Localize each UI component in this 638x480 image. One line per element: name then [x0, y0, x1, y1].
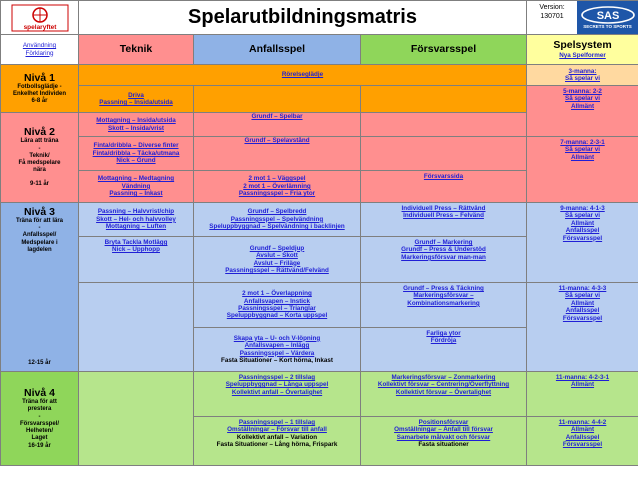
- level-4-line: -: [38, 413, 41, 420]
- version-logo-cell: [527, 1, 638, 35]
- teknik-link[interactable]: Driva: [128, 91, 144, 99]
- anfall-cell: [194, 417, 361, 466]
- teknik-cell: [79, 171, 194, 203]
- level-4: [1, 372, 79, 466]
- forsvar-link[interactable]: Fördröja: [430, 337, 457, 345]
- anfall-cell: [194, 203, 361, 237]
- anfall-cell: [194, 113, 361, 137]
- row-2-tillslag: [1, 372, 638, 417]
- anfall-link[interactable]: Avslut – Friläge: [253, 259, 301, 267]
- level-2: [1, 113, 79, 203]
- sys-link[interactable]: Försvarsspel: [562, 314, 603, 322]
- level-1-line: 6-8 år: [31, 98, 48, 105]
- anfall-link[interactable]: 2 mot 1 – Överlappning: [242, 290, 312, 298]
- forsvar-link[interactable]: Markeringsförsvar – Zonmarkering: [391, 374, 496, 381]
- level-2-line: 9-11 år: [29, 181, 50, 188]
- level-1-line: Fotbollsglädje -: [17, 83, 62, 90]
- anfall-cell: [194, 372, 361, 417]
- anfall-link[interactable]: Grundf – Speldjup: [249, 244, 305, 252]
- level-3-line: Anfallsspel/: [22, 232, 57, 239]
- anfall-link[interactable]: Passningsspel – 1 tillslag: [238, 419, 316, 426]
- col-forsvarsspel: Försvarsspel: [361, 35, 527, 65]
- sas-logo-icon: [580, 6, 636, 24]
- forsvar-link[interactable]: Grundf – Press & Täckning: [403, 285, 484, 292]
- anfall-cell: [194, 137, 361, 171]
- level-2-line: nära: [33, 167, 46, 174]
- anfall-cell: [194, 328, 361, 372]
- anfall-link[interactable]: 2 mot 1 – Överlämning: [243, 182, 311, 190]
- level-3-line: lagdelen: [27, 246, 52, 253]
- sys-link[interactable]: Så spelar vi: [565, 75, 601, 82]
- sys-3-manna: [527, 65, 638, 86]
- teknik-link[interactable]: Nick – Grund: [116, 157, 156, 165]
- forsvar-cell: [361, 417, 527, 466]
- forsvar-cell: [361, 203, 527, 237]
- teknik-link[interactable]: Mottagning – Medtagning: [97, 175, 175, 183]
- teknik-link[interactable]: Bryta Tackla Motlägg: [104, 239, 168, 246]
- sys-link[interactable]: Så spelar vi: [565, 212, 601, 220]
- sys-link[interactable]: 11-manna: 4-4-2: [558, 419, 607, 426]
- forsvar-cell-empty: [361, 113, 527, 137]
- sys-link[interactable]: Allmänt: [570, 426, 595, 434]
- sys-11-manna-442: [527, 417, 638, 466]
- forsvar-cell-empty: [361, 86, 527, 113]
- forsvar-link[interactable]: Försvarssida: [423, 173, 464, 180]
- spelsystem-title: Spelsystem: [553, 39, 612, 52]
- sys-11-manna-4231: [527, 372, 638, 417]
- anfall-cell: [194, 237, 361, 283]
- row-rorelse: [1, 65, 638, 86]
- forsvar-cell: [361, 171, 527, 203]
- teknik-link[interactable]: Passning – Inkast: [109, 190, 163, 198]
- level-4-line: 16-19 år: [28, 442, 51, 449]
- sys-link[interactable]: Försvarsspel: [562, 234, 603, 242]
- level-2-line: Få medspelare: [18, 160, 61, 166]
- sys-link[interactable]: Så spelar vi: [565, 95, 601, 103]
- level-3-line: -: [38, 225, 41, 232]
- column-header-row: [1, 35, 638, 65]
- anfall-link[interactable]: Anfallsvapen – Instick: [243, 297, 311, 305]
- sys-link[interactable]: 5-manna: 2-2: [563, 88, 602, 95]
- sys-link[interactable]: Allmänt: [570, 102, 595, 110]
- spelaryftet-logo-icon: [11, 4, 69, 32]
- anfall-link[interactable]: Passningsspel – Värdera: [239, 349, 315, 357]
- anfall-link[interactable]: Speluppbyggnad – Spelvändning i backlinjen: [209, 223, 345, 231]
- level-4-line: Försvarsspel/: [19, 420, 60, 427]
- level-1-title: Nivå 1: [24, 71, 55, 84]
- level-4-title: Nivå 4: [24, 387, 55, 400]
- level-3: [1, 203, 79, 372]
- rorelse-cell: [79, 65, 527, 86]
- teknik-cell: [79, 237, 194, 283]
- teknik-cell: [79, 137, 194, 171]
- level-4-line: Träna för att: [22, 399, 57, 406]
- teknik-cell-empty: [79, 283, 194, 372]
- col-spelsystem: [527, 35, 638, 65]
- row-overlappning: [1, 283, 638, 328]
- col-teknik: Teknik: [79, 35, 194, 65]
- sys-link[interactable]: Försvarsspel: [562, 441, 603, 449]
- sas-logo: [577, 1, 638, 34]
- level-3-line: Medspelare i: [21, 239, 58, 246]
- anfall-link[interactable]: Speluppbyggnad – Långa uppspel: [225, 381, 329, 389]
- forsvar-link[interactable]: Grundf – Press & Understöd: [401, 246, 486, 254]
- sys-link[interactable]: 11-manna: 4-3-3: [558, 285, 607, 292]
- sys-link[interactable]: Anfallsspel: [565, 307, 600, 315]
- anfall-text: Fasta Situationer – Kort hörna, Inkast: [221, 356, 333, 364]
- anfall-link[interactable]: Skapa yta – U- och V-löpning: [233, 334, 321, 342]
- sys-link[interactable]: Anfallsspel: [565, 227, 600, 235]
- usage-links: [1, 35, 79, 65]
- level-1-line: Enkelhet Individen: [12, 90, 66, 97]
- level-3-line: Träna för att lära: [15, 218, 63, 224]
- anfall-link[interactable]: Omställningar – Försvar till anfall: [227, 426, 327, 434]
- level-2-line: Teknik/: [29, 152, 50, 159]
- sys-link[interactable]: Allmänt: [570, 219, 595, 227]
- anfall-text: Kollektivt anfall – Variation: [236, 433, 318, 441]
- forsvar-link[interactable]: Individuell Press – Felvänd: [403, 212, 484, 220]
- level-4-line: Laget: [31, 435, 48, 442]
- usage-link[interactable]: Användning: [22, 42, 57, 50]
- level-1: [1, 65, 79, 113]
- level-3-title: Nivå 3: [24, 206, 55, 218]
- teknik-link[interactable]: Finta/dribbla – Täcka/utmana: [92, 149, 180, 157]
- teknik-cell: [79, 113, 194, 137]
- teknik-link[interactable]: Mottagning – Insida/utsida: [96, 117, 176, 125]
- row-passning-halvvrist: [1, 203, 638, 237]
- col-anfallsspel: Anfallsspel: [194, 35, 361, 65]
- sys-link[interactable]: Allmänt: [570, 153, 595, 161]
- forsvar-link[interactable]: Kollektivt försvar – Övertalighet: [395, 388, 492, 396]
- anfall-link[interactable]: Avslut – Skott: [256, 252, 298, 260]
- forsvar-text: Fasta situationer: [418, 441, 469, 449]
- forsvar-link[interactable]: Kombinationsmarkering: [407, 299, 480, 307]
- teknik-link[interactable]: Skott – Hel- och halvvolley: [96, 215, 176, 223]
- anfall-link[interactable]: Kollektivt anfall – Övertalighet: [231, 388, 323, 396]
- forsvar-cell-empty: [361, 137, 527, 171]
- version-box: [527, 1, 577, 34]
- explain-link[interactable]: Förklaring: [25, 49, 54, 57]
- level-4-line: prestera: [27, 406, 52, 413]
- sys-9-manna: [527, 203, 638, 283]
- rorelseglädje-link[interactable]: Rörelseglädje: [281, 71, 324, 79]
- teknik-link[interactable]: Skott – Insida/vrist: [108, 124, 164, 132]
- nya-spelformer-link[interactable]: Nya Spelformer: [559, 52, 606, 60]
- forsvar-cell: [361, 237, 527, 283]
- level-4-line: Helheten/: [25, 428, 53, 435]
- sys-link[interactable]: Anfallsspel: [565, 433, 600, 441]
- teknik-link[interactable]: Vändning: [121, 182, 151, 190]
- teknik-cell: [79, 203, 194, 237]
- anfall-cell: [194, 171, 361, 203]
- forsvar-cell: [361, 372, 527, 417]
- sys-link[interactable]: Så spelar vi: [565, 146, 601, 154]
- teknik-link[interactable]: Mottagning – Luften: [105, 223, 167, 231]
- forsvar-link[interactable]: Positionsförsvar: [418, 419, 469, 426]
- version-value: 130701: [540, 13, 564, 20]
- level-2-line: Lära att träna: [20, 138, 59, 145]
- forsvar-cell: [361, 328, 527, 372]
- level-3-age: 12-15 år: [28, 359, 51, 366]
- anfall-cell: [194, 283, 361, 328]
- sys-link[interactable]: Allmänt: [570, 381, 595, 389]
- anfall-link[interactable]: Passningsspel – Spelvändning: [230, 215, 324, 223]
- sys-5-manna: [527, 86, 638, 137]
- anfall-link[interactable]: Grundf – Spelbar: [251, 113, 303, 120]
- svg-text:SAS: SAS: [596, 10, 619, 22]
- forsvar-link[interactable]: Omställningar – Anfall till försvar: [394, 426, 493, 434]
- sys-7-manna: [527, 137, 638, 203]
- teknik-link[interactable]: Nick – Upphopp: [112, 246, 160, 254]
- anfall-link[interactable]: Passningsspel – Fria ytor: [238, 190, 316, 198]
- forsvar-link[interactable]: Markeringsförsvar –: [413, 292, 474, 300]
- sys-link[interactable]: Så spelar vi: [565, 292, 601, 300]
- logo-left: [1, 1, 79, 35]
- anfall-link[interactable]: Anfallsvapen – Inlägg: [244, 342, 310, 350]
- forsvar-link[interactable]: Grundf – Markering: [414, 239, 473, 246]
- anfall-link[interactable]: Passningsspel – 2 tillslag: [238, 374, 316, 381]
- teknik-link[interactable]: Passning – Insida/utsida: [99, 99, 173, 106]
- level-2-title: Nivå 2: [24, 126, 55, 139]
- sys-11-manna-433: [527, 283, 638, 372]
- teknik-cell: [79, 86, 194, 113]
- version-label: Version:: [539, 4, 565, 11]
- forsvar-link[interactable]: Farliga ytor: [426, 330, 461, 337]
- teknik-cell-empty: [79, 372, 194, 466]
- teknik-link[interactable]: Finta/dribbla – Diverse finter: [93, 142, 179, 150]
- forsvar-link[interactable]: Markeringsförsvar man-man: [401, 253, 486, 261]
- row-driva: [1, 86, 638, 113]
- sys-link[interactable]: 11-manna: 4-2-3-1: [555, 374, 610, 381]
- sys-link[interactable]: 3-manna:: [568, 67, 597, 75]
- anfall-link[interactable]: Passningsspel – Trianglar: [238, 305, 316, 312]
- anfall-text: Fasta Situationer – Lång hörna, Frispark: [216, 441, 338, 449]
- sys-link[interactable]: Allmänt: [570, 299, 595, 307]
- anfall-link[interactable]: Speluppbyggnad – Korta uppspel: [226, 312, 328, 320]
- forsvar-link[interactable]: Kollektivt försvar – Centrering/Överflyttning: [377, 381, 510, 389]
- row-finta: [1, 137, 638, 171]
- sys-link[interactable]: 9-manna: 4-1-3: [560, 205, 605, 212]
- forsvar-link[interactable]: Individuell Press – Rättvänd: [401, 205, 486, 212]
- anfall-link[interactable]: Grundf – Spelbredd: [247, 208, 307, 216]
- anfall-cell-empty: [194, 86, 361, 113]
- header-row: [1, 1, 638, 35]
- sas-tagline: SECRETS TO SPORTS: [583, 24, 632, 29]
- forsvar-link[interactable]: Samarbete målvakt och försvar: [396, 433, 491, 441]
- anfall-link[interactable]: 2 mot 1 – Väggspel: [248, 175, 306, 183]
- sys-link[interactable]: 7-manna: 2-3-1: [560, 139, 605, 146]
- svg-text:spelaryftet: spelaryftet: [23, 23, 56, 31]
- page-title: Spelarutbildningsmatris: [79, 1, 527, 35]
- anfall-link[interactable]: Passningsspel – Rättvänd/Felvänd: [225, 266, 329, 274]
- forsvar-cell: [361, 283, 527, 328]
- teknik-link[interactable]: Passning – Halvvrist/chip: [97, 208, 175, 216]
- anfall-link[interactable]: Grundf – Spelavstånd: [244, 137, 310, 144]
- level-2-line: -: [38, 145, 41, 152]
